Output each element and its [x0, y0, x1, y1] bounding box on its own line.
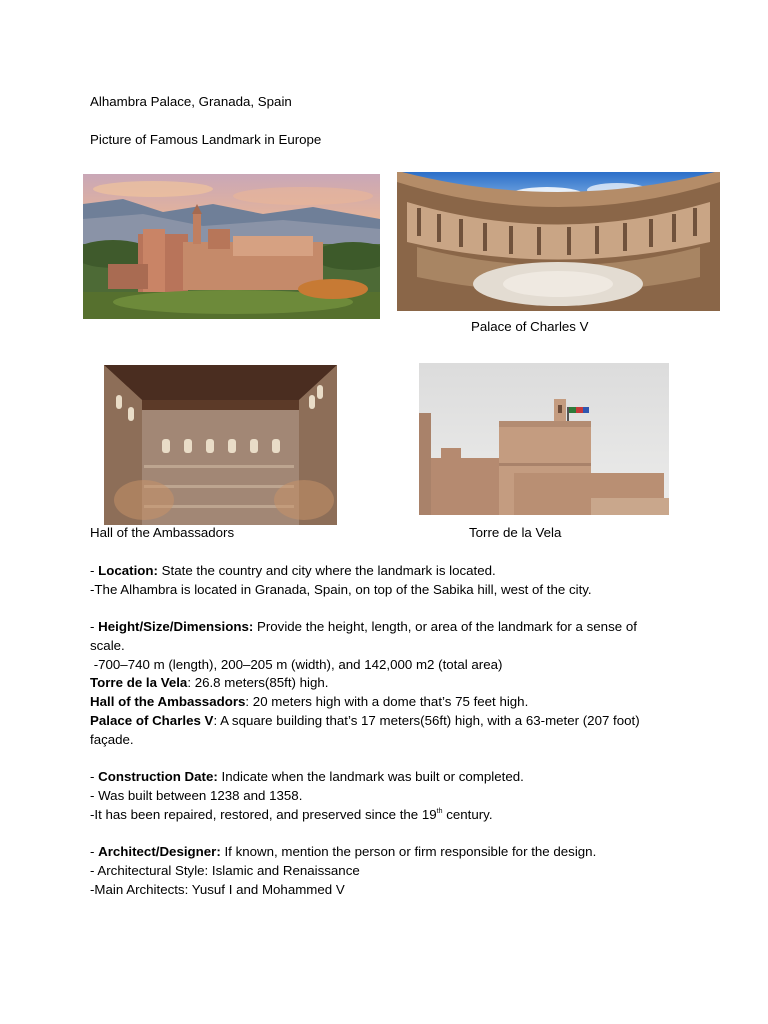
dimensions-palace-cont: façade. [90, 732, 134, 747]
torre-vela-photo [419, 363, 669, 515]
location-heading: - Location: State the country and city where the landmark is located. [90, 563, 496, 578]
dimensions-heading: - Height/Size/Dimensions: Provide the height, length, or area of the landmark for a sense of [90, 619, 637, 634]
caption-torre-vela: Torre de la Vela [469, 525, 562, 540]
page-subtitle: Picture of Famous Landmark in Europe [90, 132, 322, 147]
dimensions-torre: Torre de la Vela: 26.8 meters(85ft) high. [90, 675, 329, 690]
construction-built: - Was built between 1238 and 1358. [90, 788, 303, 803]
dimensions-label: Height/Size/Dimensions: [98, 619, 254, 634]
alhambra-view-photo [83, 174, 380, 319]
architect-heading: - Architect/Designer: If known, mention the person or firm responsible for the design. [90, 844, 597, 859]
caption-hall-ambassadors: Hall of the Ambassadors [90, 525, 235, 540]
location-label: Location: [98, 563, 158, 578]
dimensions-hall: Hall of the Ambassadors: 20 meters high with a dome that’s 75 feet high. [90, 694, 529, 709]
construction-preserved: -It has been repaired, restored, and preserved since the 19th century. [90, 807, 493, 822]
architect-label: Architect/Designer: [98, 844, 221, 859]
location-prompt: State the country and city where the landmark is located. [157, 563, 496, 578]
architect-prompt: If known, mention the person or firm responsible for the design. [220, 844, 597, 859]
hall-ambassadors-photo [104, 365, 337, 525]
page-title: Alhambra Palace, Granada, Spain [90, 94, 292, 109]
construction-heading: - Construction Date: Indicate when the landmark was built or completed. [90, 769, 524, 784]
palace-charles-photo [397, 172, 720, 311]
dimensions-prompt: Provide the height, length, or area of the landmark for a sense of [253, 619, 637, 634]
architect-names: -Main Architects: Yusuf I and Mohammed V [90, 882, 345, 897]
caption-palace-charles: Palace of Charles V [471, 319, 589, 334]
location-answer: -The Alhambra is located in Granada, Spain, on top of the Sabika hill, west of the city. [90, 582, 592, 597]
dimensions-overall: -700–740 m (length), 200–205 m (width), and 142,000 m2 (total area) [90, 657, 503, 672]
dimensions-palace: Palace of Charles V: A square building that’s 17 meters(56ft) high, with a 63-meter (207 foot) [90, 713, 640, 728]
architect-style: - Architectural Style: Islamic and Renaissance [90, 863, 360, 878]
dimensions-prompt-cont: scale. [90, 638, 125, 653]
construction-prompt: Indicate when the landmark was built or completed. [217, 769, 524, 784]
construction-label: Construction Date: [98, 769, 218, 784]
